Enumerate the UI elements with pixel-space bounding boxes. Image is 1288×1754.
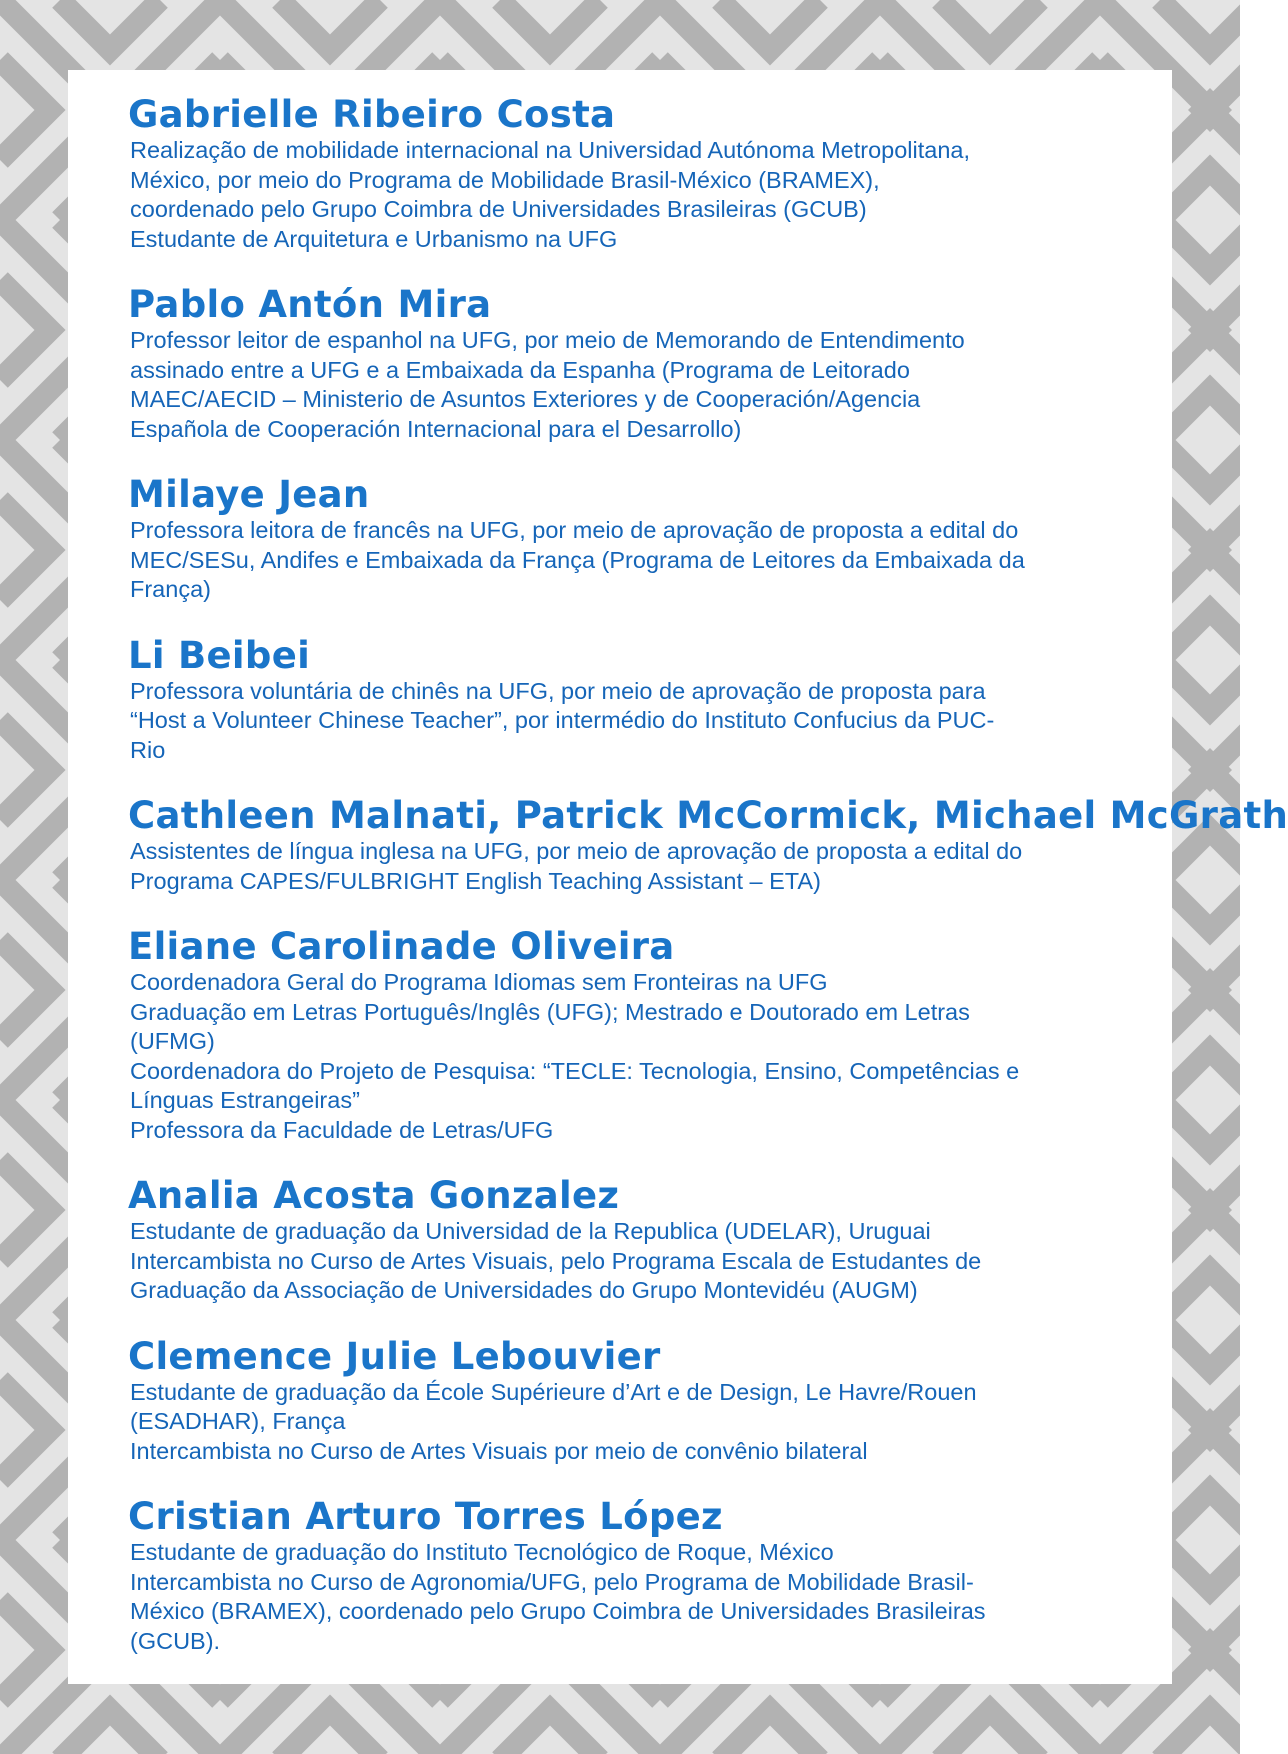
- content-panel: [68, 70, 1288, 1684]
- description-line: Intercambista no Curso de Artes Visuais por meio de convênio bilateral: [130, 1437, 868, 1464]
- description-line: Coordenadora do Projeto de Pesquisa: “TECLE: Tecnologia, Ensino, Competências e: [130, 1057, 1020, 1084]
- description-line: “Host a Volunteer Chinese Teacher”, por intermédio do Instituto Confucius da PUC-: [130, 707, 995, 733]
- description-line: México, por meio do Programa de Mobilidade Brasil-México (BRAMEX),: [130, 166, 880, 193]
- description-line: Estudante de graduação da Universidad de la Republica (UDELAR), Uruguai: [130, 1218, 931, 1244]
- person-name: Clemence Julie Lebouvier: [128, 1334, 661, 1378]
- description-line: México (BRAMEX), coordenado pelo Grupo Coimbra de Universidades Brasileiras: [130, 1598, 986, 1624]
- person-name: Cristian Arturo Torres López: [128, 1495, 723, 1538]
- person-entry: [130, 635, 1144, 766]
- description-line: Estudante de graduação da École Supérieure d’Art e de Design, Le Havre/Rouen: [130, 1378, 977, 1405]
- person-entry: [130, 1336, 1144, 1467]
- person-entry: [130, 284, 1144, 444]
- description-line: Graduação em Letras Português/Inglês (UFG); Mestrado e Doutorado em Letras: [130, 998, 970, 1025]
- description-line: assinado entre a UFG e a Embaixada da Espanha (Programa de Leitorado: [130, 356, 910, 383]
- person-entry: [130, 1175, 1144, 1306]
- description-line: Intercambista no Curso de Agronomia/UFG, pelo Programa de Mobilidade Brasil-: [130, 1568, 974, 1595]
- description-line: França): [130, 576, 211, 602]
- person-name: Eliane Carolinade Oliveira: [128, 925, 675, 968]
- description-line: Línguas Estrangeiras”: [130, 1087, 360, 1113]
- description-line: Rio: [130, 736, 166, 763]
- person-entry: [130, 1496, 1144, 1656]
- description-line: (ESADHAR), França: [130, 1408, 346, 1434]
- person-entry: [130, 474, 1144, 605]
- description-line: Graduação da Associação de Universidades do Grupo Montevidéu (AUGM): [130, 1277, 918, 1303]
- description-line: Española de Cooperación Internacional para el Desarrollo): [130, 415, 742, 442]
- description-line: coordenado pelo Grupo Coimbra de Universidades Brasileiras (GCUB): [130, 196, 867, 222]
- person-name: Gabrielle Ribeiro Costa: [128, 93, 616, 136]
- description-line: MAEC/AECID – Ministerio de Asuntos Exteriores y de Cooperación/Agencia: [130, 386, 921, 412]
- description-line: Assistentes de língua inglesa na UFG, por meio de aprovação de proposta a edital do: [130, 838, 1023, 864]
- person-name: Milaye Jean: [128, 473, 370, 516]
- description-line: Programa CAPES/FULBRIGHT English Teaching Assistant – ETA): [130, 867, 821, 894]
- person-entry: [130, 94, 1144, 254]
- person-name: Pablo Antón Mira: [128, 283, 492, 326]
- description-line: MEC/SESu, Andifes e Embaixada da França (Programa de Leitores da Embaixada da: [130, 546, 1025, 573]
- description-line: Intercambista no Curso de Artes Visuais, pelo Programa Escala de Estudantes de: [130, 1247, 982, 1274]
- person-name: Li Beibei: [128, 633, 311, 677]
- description-line: Coordenadora Geral do Programa Idiomas sem Fronteiras na UFG: [130, 969, 828, 995]
- person-name: Cathleen Malnati, Patrick McCormick, Michael McGrath: [128, 794, 1288, 837]
- description-line: Professora leitora de francês na UFG, por meio de aprovação de proposta a edital do: [130, 517, 1019, 543]
- person-name: Analia Acosta Gonzalez: [128, 1174, 620, 1217]
- description-line: (UFMG): [130, 1028, 215, 1054]
- description-line: Professor leitor de espanhol na UFG, por meio de Memorando de Entendimento: [130, 327, 965, 353]
- person-entry: [128, 794, 1288, 896]
- person-entry: [130, 926, 1144, 1145]
- description-line: Professora voluntária de chinês na UFG, por meio de aprovação de proposta para: [130, 677, 986, 704]
- description-line: Professora da Faculdade de Letras/UFG: [130, 1116, 554, 1143]
- description-line: (GCUB).: [130, 1627, 221, 1654]
- description-line: Realização de mobilidade internacional na Universidad Autónoma Metropolitana,: [130, 137, 970, 163]
- description-line: Estudante de graduação do Instituto Tecnológico de Roque, México: [130, 1539, 834, 1565]
- description-line: Estudante de Arquitetura e Urbanismo na UFG: [130, 225, 618, 252]
